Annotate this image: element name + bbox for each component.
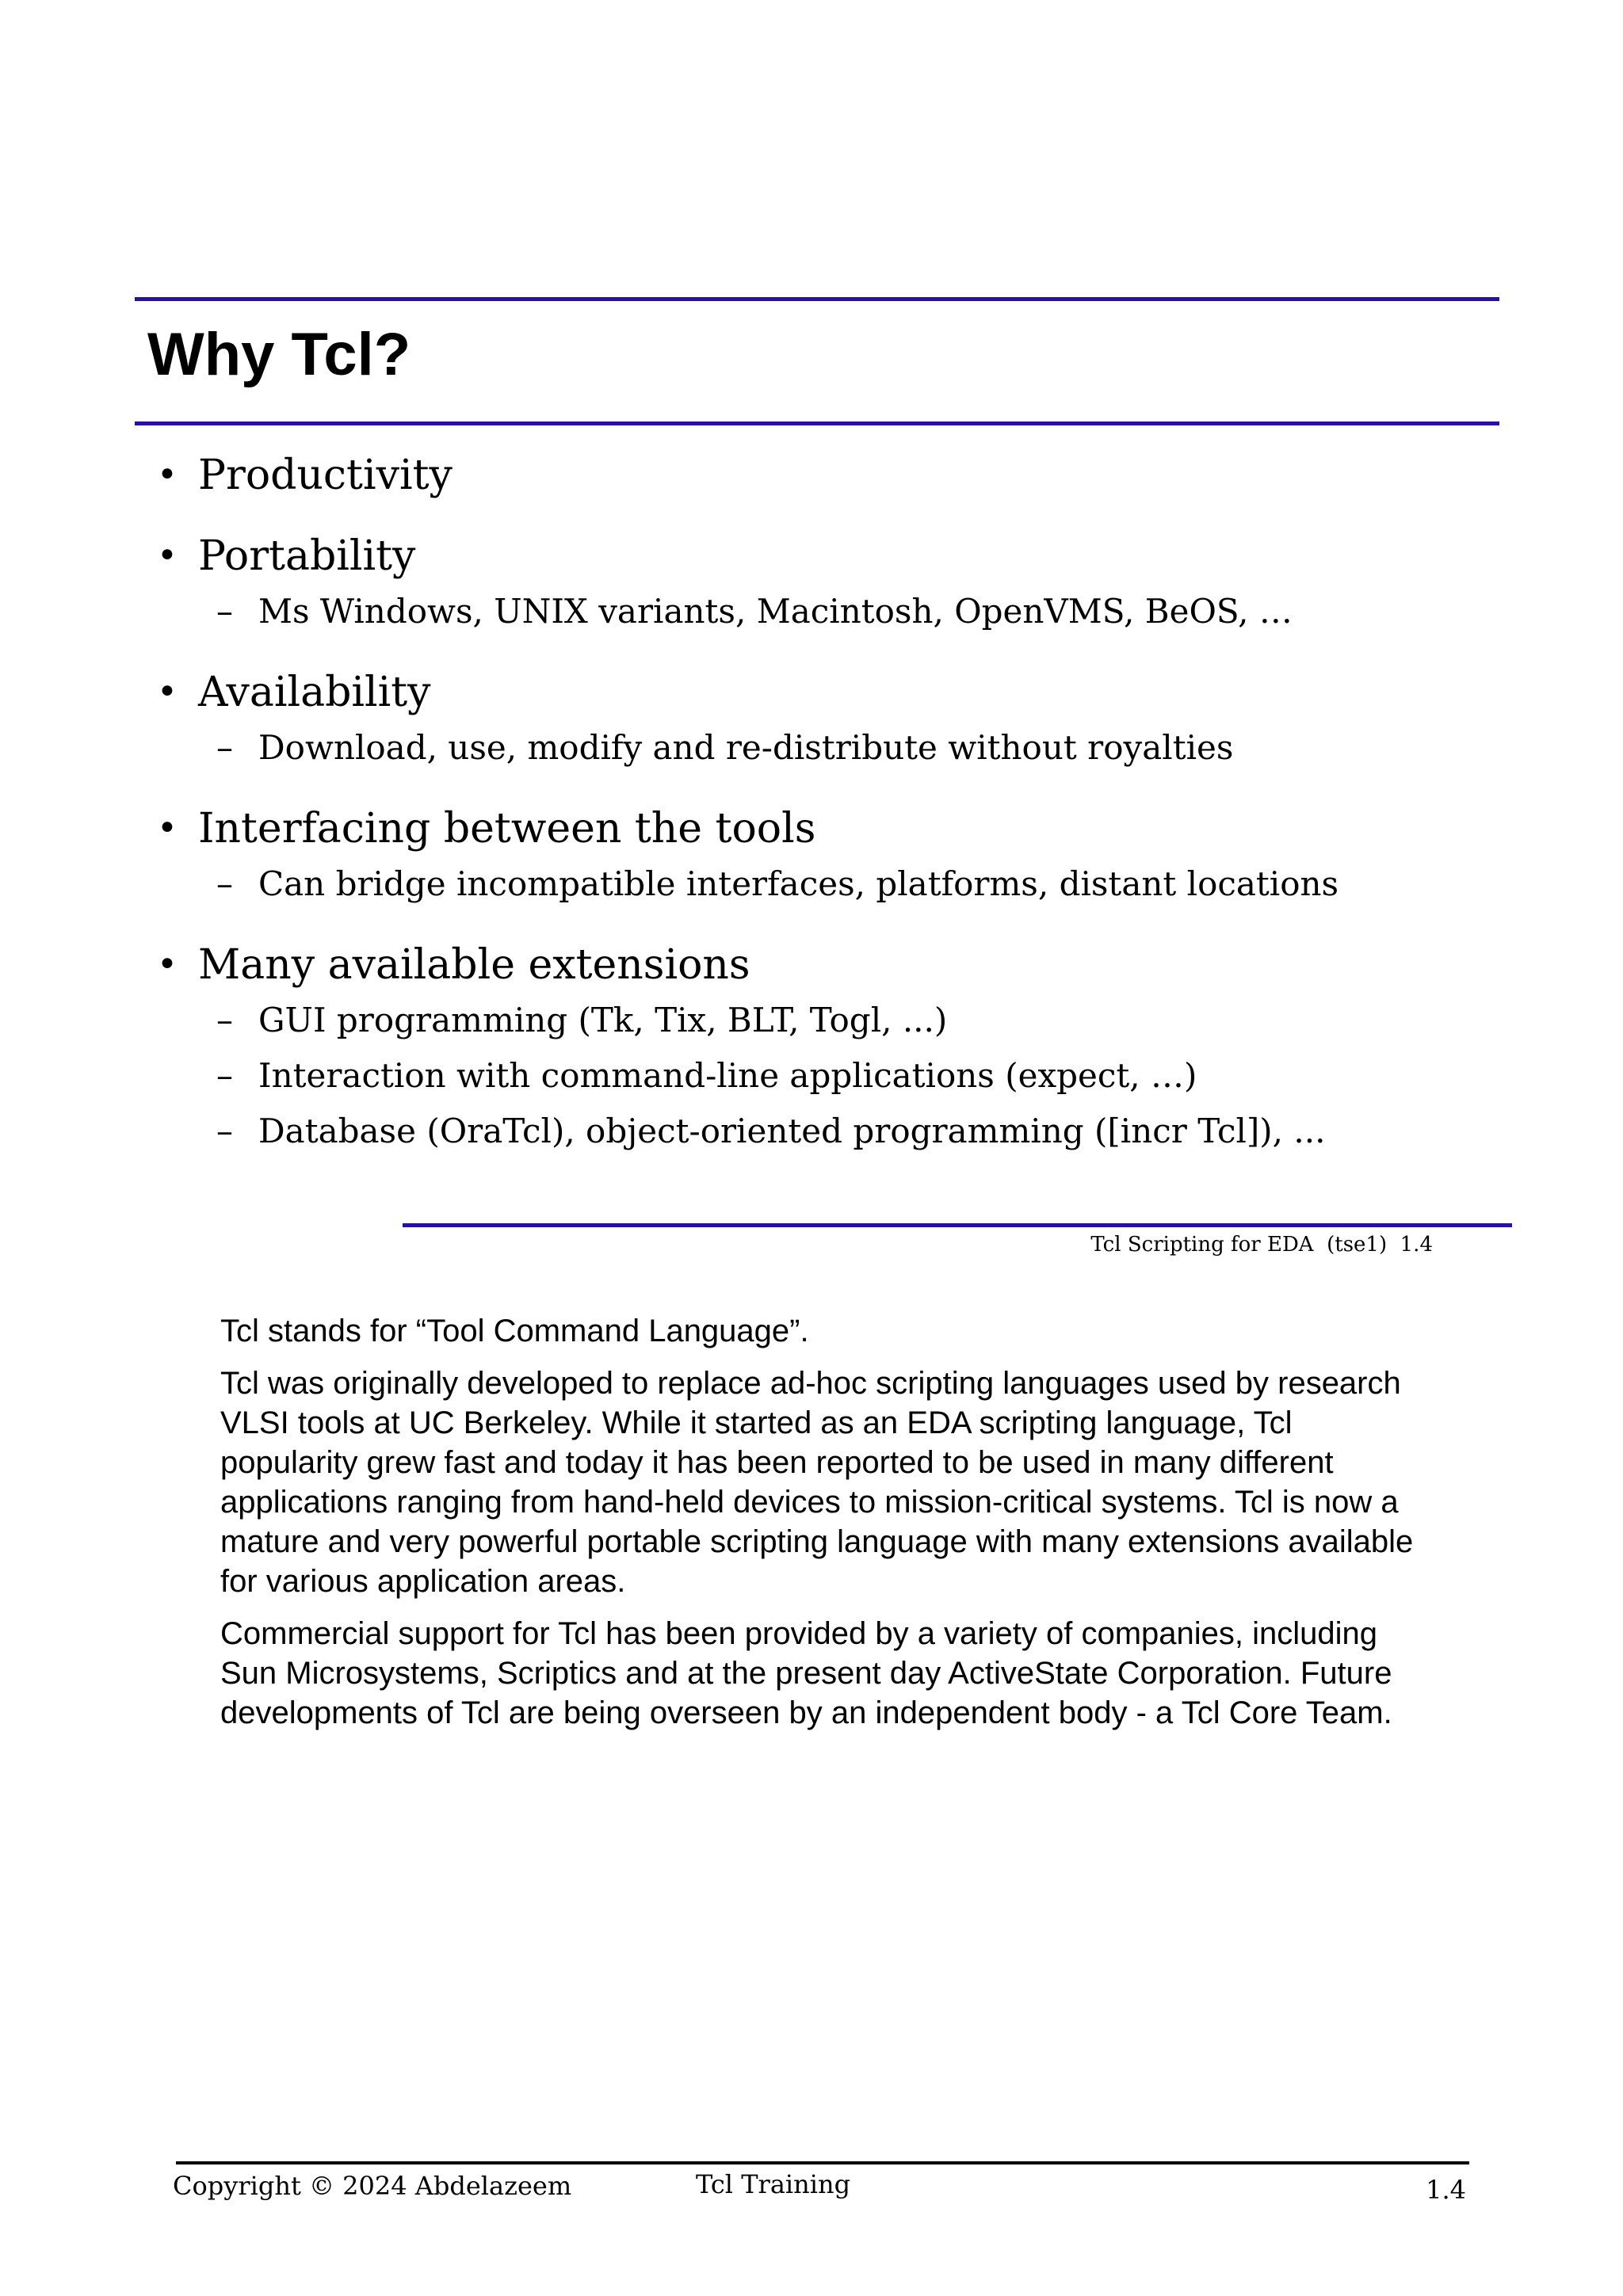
bullet-item: [157, 528, 1504, 584]
sub-bullet-marker: –: [216, 1056, 233, 1095]
sub-bullet-text: Download, use, modify and re-distribute without royalties: [258, 728, 1234, 767]
sub-bullet-item: [157, 1048, 1504, 1104]
bullet-text: Productivity: [198, 452, 453, 499]
title-rule-bottom: [135, 421, 1499, 425]
bullet-item: [157, 665, 1504, 720]
copyright-text: Copyright © 2024 Abdelazeem: [173, 2171, 572, 2201]
notes-paragraph: Tcl stands for “Tool Command Language”.: [220, 1314, 809, 1348]
sub-bullet-item: [157, 993, 1504, 1048]
sub-bullet-item: [157, 856, 1504, 912]
sub-bullet-marker: –: [216, 592, 233, 631]
bullet-marker: •: [157, 536, 178, 576]
sub-bullet-text: Interaction with command-line applications (expect, …): [258, 1056, 1197, 1095]
sub-bullet-item: [157, 720, 1504, 776]
bullet-marker: •: [157, 672, 178, 712]
bullet-item: [157, 448, 1504, 503]
sub-bullet-text: GUI programming (Tk, Tix, BLT, Togl, ...): [258, 1001, 948, 1039]
bullet-list: [157, 448, 1504, 1159]
bullet-item: [157, 801, 1504, 856]
page-footer-rule: [176, 2161, 1469, 2164]
page-number: 1.4: [1426, 2175, 1466, 2205]
sub-bullet-marker: –: [216, 864, 233, 903]
bullet-item: [157, 937, 1504, 993]
sub-bullet-text: Can bridge incompatible interfaces, platforms, distant locations: [258, 864, 1339, 903]
course-name: Tcl Training: [696, 2169, 851, 2199]
sub-bullet-text: Database (OraTcl), object-oriented programming ([incr Tcl]), ...: [258, 1112, 1326, 1150]
bullet-text: Many available extensions: [198, 941, 750, 989]
sub-bullet-item: [157, 584, 1504, 639]
bullet-marker: •: [157, 944, 178, 985]
bullet-marker: •: [157, 808, 178, 849]
sub-bullet-marker: –: [216, 1001, 233, 1039]
title-rule-top: [135, 297, 1499, 301]
bullet-marker: •: [157, 455, 178, 495]
slide-footer-rule: [403, 1223, 1512, 1227]
slide-footer-text: Tcl Scripting for EDA (tse1) 1.4: [1090, 1233, 1433, 1257]
sub-bullet-marker: –: [216, 1112, 233, 1150]
sub-bullet-text: Ms Windows, UNIX variants, Macintosh, OpenVMS, BeOS, …: [258, 592, 1293, 631]
bullet-text: Availability: [198, 669, 431, 716]
sub-bullet-item: [157, 1104, 1504, 1159]
slide-title: Why Tcl?: [147, 321, 411, 388]
notes-paragraph: Tcl was originally developed to replace ad-hoc scripting languages used by research VLSI tools at UC Berkeley. While it started as an EDA scripting language, Tcl popularity grew fast and today it has been reported to be used in many different applications ranging from hand-held devices to mission-critical systems. Tcl is now a mature and very powerful portable scripting language with many extensions available for various application areas.: [220, 1366, 1414, 1599]
notes-paragraph: Commercial support for Tcl has been provided by a variety of companies, including Sun Microsystems, Scriptics and at the present day ActiveState Corporation. Future developments of Tcl are being overseen by an independent body - a Tcl Core Team.: [220, 1616, 1392, 1730]
sub-bullet-marker: –: [216, 728, 233, 767]
speaker-notes: [220, 1311, 1425, 1745]
bullet-text: Portability: [198, 532, 416, 580]
bullet-text: Interfacing between the tools: [198, 805, 816, 852]
